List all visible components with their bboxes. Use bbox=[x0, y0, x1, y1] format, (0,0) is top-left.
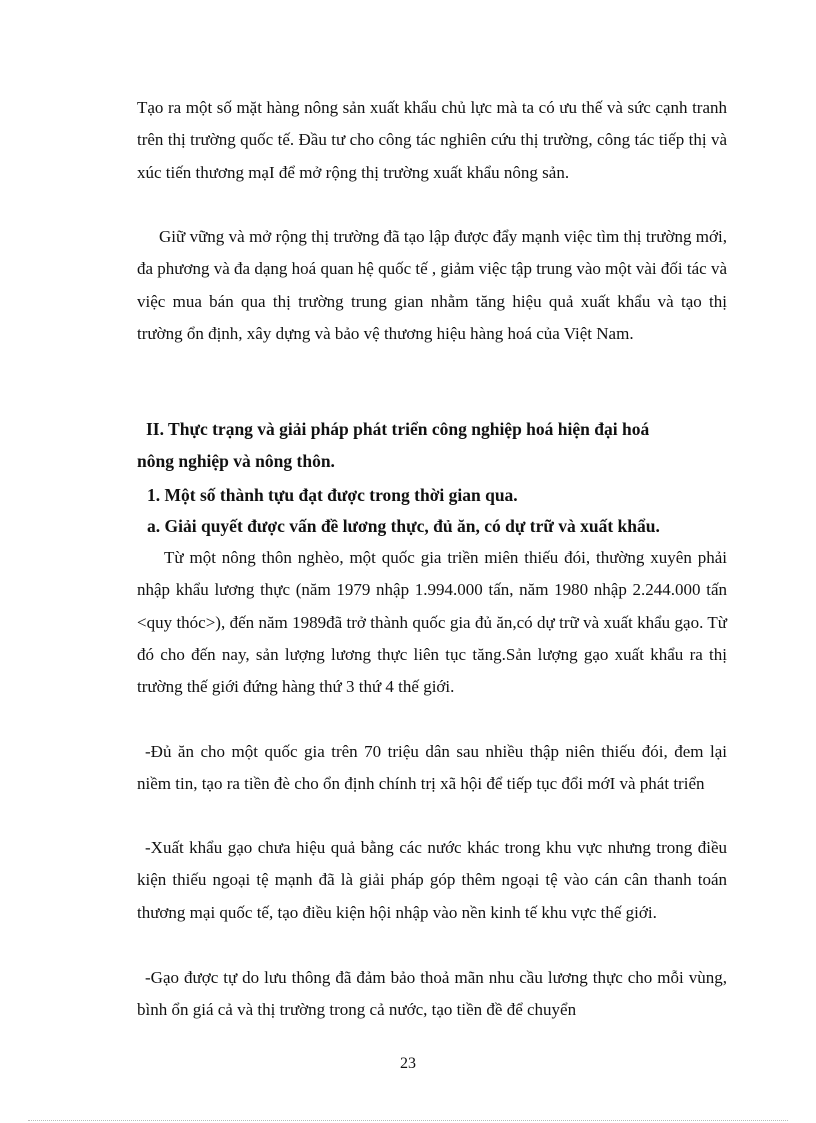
paragraph-market-expansion: Giữ vững và mở rộng thị trường đã tạo lập được đẩy mạnh việc tìm thị trường mới, đa phương và đa dạng hoá quan hệ quốc tế , giảm việc tập trung vào một vài đối tác và việc mua bán qua thị trường trung gian nhằm tăng hiệu quả xuất khẩu và tạo thị trường ổn định, xây dựng và bảo vệ thương hiệu hàng hoá của Việt Nam. bbox=[137, 227, 727, 343]
page-bottom-divider bbox=[28, 1120, 788, 1121]
paragraph-food-history: Từ một nông thôn nghèo, một quốc gia triền miên thiếu đói, thường xuyên phải nhập khẩu lương thực (năm 1979 nhập 1.994.000 tấn, năm 1980 nhập 2.244.000 tấn <quy thóc>), đến năm 1989đã trở thành quốc gia đủ ăn,có dự trữ và xuất khẩu gạo. Từ đó cho đến nay, sản lượng lương thực liên tục tăng.Sản lượng gạo xuất khẩu ra thị trường thế giới đứng hàng thứ 3 thứ 4 thế giới. bbox=[137, 548, 727, 697]
paragraph-bullet-rice-circulation: -Gạo được tự do lưu thông đã đảm bảo thoả mãn nhu cầu lương thực cho mỗi vùng, bình ổn giá cả và thị trường trong cả nước, tạo tiền đề để chuyển bbox=[137, 968, 727, 1020]
section-heading-ii-line2: nông nghiệp và nông thôn. bbox=[137, 451, 335, 471]
page-number: 23 bbox=[400, 1055, 416, 1072]
paragraph-bullet-rice-export: -Xuất khẩu gạo chưa hiệu quả bằng các nước khác trong khu vực nhưng trong điều kiện thiếu ngoại tệ mạnh đã là giải pháp góp thêm ngoại tệ vào cán cân thanh toán thương mại quốc tế, tạo điều kiện hội nhập vào nền kinh tế khu vực thế giới. bbox=[137, 838, 727, 922]
section-heading-ii bbox=[137, 413, 728, 477]
section-heading-ii-line1: II. Thực trạng và giải pháp phát triển công nghiệp hoá hiện đại hoá bbox=[146, 419, 650, 439]
paragraph-bullet-sufficiency: -Đủ ăn cho một quốc gia trên 70 triệu dân sau nhiều thập niên thiếu đói, đem lại niềm tin, tạo ra tiền đè cho ổn định chính trị xã hội để tiếp tục đổi mớI và phát triển bbox=[137, 742, 727, 794]
paragraph-export-products: Tạo ra một số mặt hàng nông sản xuất khẩu chủ lực mà ta có ưu thế và sức cạnh tranh trên thị trường quốc tế. Đầu tư cho công tác nghiên cứu thị trường, công tác tiếp thị và xúc tiến thương mạI để mở rộng thị trường xuất khẩu nông sản. bbox=[137, 98, 727, 182]
subheading-food-security: a. Giải quyết được vấn đề lương thực, đủ ăn, có dự trữ và xuất khẩu. bbox=[147, 516, 660, 536]
subheading-achievements: 1. Một số thành tựu đạt được trong thời gian qua. bbox=[147, 485, 518, 505]
